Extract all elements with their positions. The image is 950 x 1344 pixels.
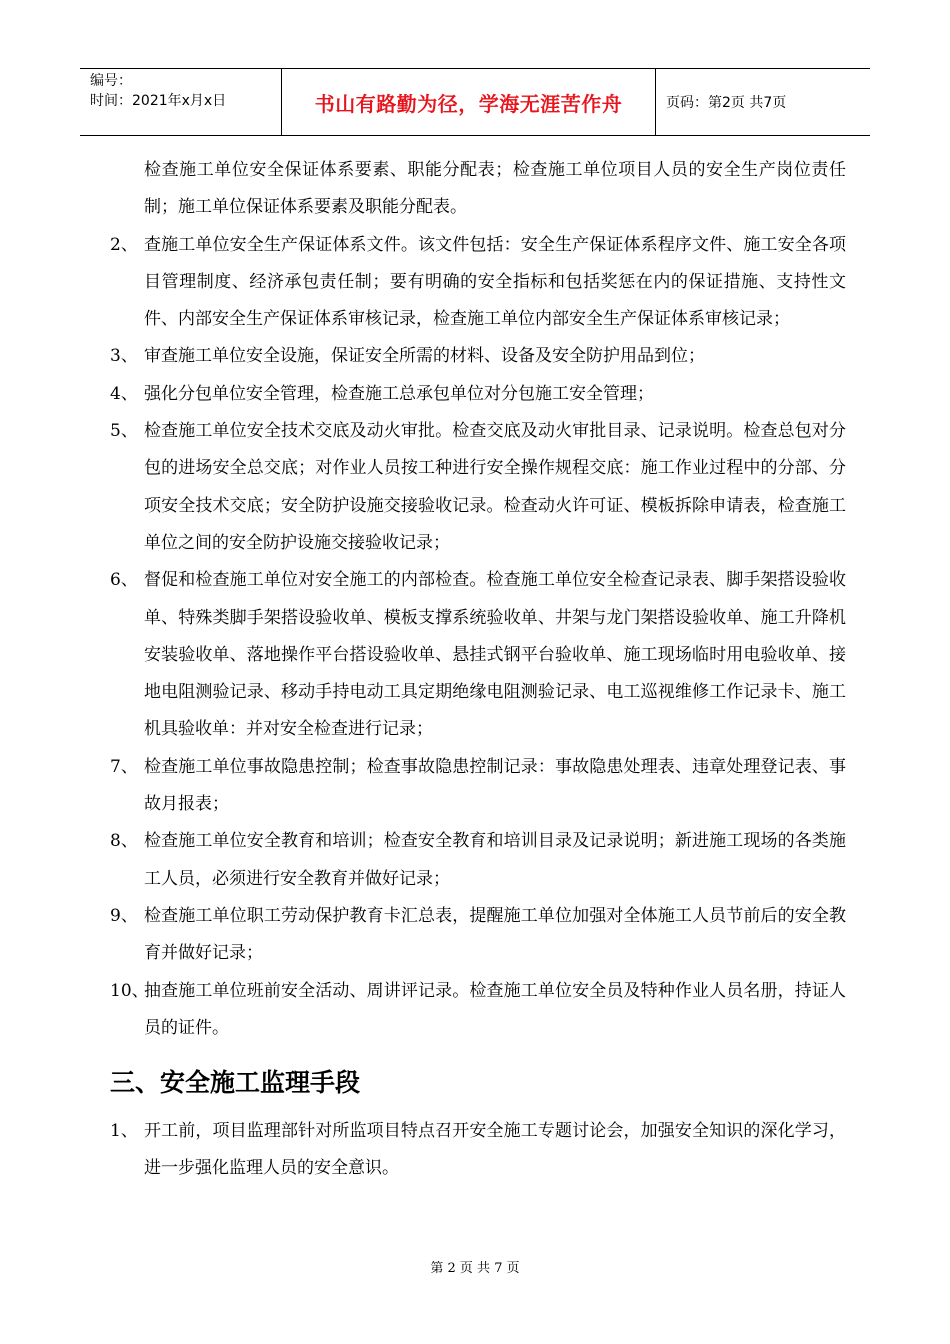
list-item [110, 973, 846, 1048]
list-item-number: 10、 [110, 980, 149, 1001]
list-item [110, 338, 846, 375]
list-item [110, 227, 846, 339]
list-item-text: 检查施工单位事故隐患控制；检查事故隐患控制记录：事故隐患处理表、违章处理登记表、事故月报表； [144, 756, 846, 815]
list-item-number: 4、 [110, 383, 138, 404]
document-number-label: 编号： [90, 73, 132, 89]
list-item-number: 9、 [110, 905, 138, 926]
list-item-text: 检查施工单位职工劳动保护教育卡汇总表，提醒施工单位加强对全体施工人员节前后的安全教育并做好记录； [144, 905, 846, 964]
list-item-text: 开工前，项目监理部针对所监项目特点召开安全施工专题讨论会，加强安全知识的深化学习，进一步强化监理人员的安全意识。 [144, 1121, 846, 1179]
list-item-number: 2、 [110, 234, 138, 255]
list-item-number: 1、 [110, 1121, 138, 1142]
header-page-info: 页码：第2页 共7页 [666, 95, 787, 111]
list-item [110, 413, 846, 562]
list-item-text: 检查施工单位安全教育和培训；检查安全教育和培训目录及记录说明；新进施工现场的各类施工人员，必须进行安全教育并做好记录； [144, 831, 846, 889]
document-body [110, 152, 846, 1188]
list-item [110, 823, 846, 898]
list-item-text: 强化分包单位安全管理，检查施工总承包单位对分包施工安全管理； [144, 383, 654, 404]
list-item [110, 1113, 846, 1188]
list-item-text: 查施工单位安全生产保证体系文件。该文件包括：安全生产保证体系程序文件、施工安全各项目管理制度、经济承包责任制；要有明确的安全指标和包括奖惩在内的保证措施、支持性文件、内部安全生产保证体系审核记录，检查施工单位内部安全生产保证体系审核记录； [144, 234, 846, 330]
list-item [110, 898, 846, 973]
list-item-number: 7、 [110, 756, 138, 777]
list-item [110, 562, 846, 748]
list-item-number: 6、 [110, 570, 138, 591]
document-date-label: 时间：2021年x月x日 [90, 93, 227, 109]
header-meta [80, 69, 282, 135]
list-item-text: 抽查施工单位班前安全活动、周讲评记录。检查施工单位安全员及特种作业人员名册，持证人员的证件。 [144, 980, 846, 1038]
list-item [110, 376, 846, 413]
list-item [110, 749, 846, 824]
list-item-continuation: 检查施工单位安全保证体系要素、职能分配表；检查施工单位项目人员的安全生产岗位责任制；施工单位保证体系要素及职能分配表。 [144, 160, 846, 218]
page-header [80, 68, 870, 136]
list-item-text: 审查施工单位安全设施，保证安全所需的材料、设备及安全防护用品到位； [144, 346, 705, 367]
section-heading: 三、安全施工监理手段 [110, 1068, 361, 1098]
header-motto: 书山有路勤为径，学海无涯苦作舟 [282, 69, 656, 135]
list-item-text: 检查施工单位安全技术交底及动火审批。检查交底及动火审批目录、记录说明。检查总包对分包的进场安全总交底；对作业人员按工种进行安全操作规程交底：施工作业过程中的分部、分项安全技术交底；安全防护设施交接验收记录。检查动火许可证、模板拆除申请表，检查施工单位之间的安全防护设施交接验收记录； [144, 421, 846, 553]
list-item-number: 8、 [110, 831, 138, 852]
list-item-number: 3、 [110, 346, 138, 367]
list-item-text: 督促和检查施工单位对安全施工的内部检查。检查施工单位安全检查记录表、脚手架搭设验收单、特殊类脚手架搭设验收单、模板支撑系统验收单、井架与龙门架搭设验收单、施工升降机安装验收单、落地操作平台搭设验收单、悬挂式钢平台验收单、施工现场临时用电验收单、接地电阻测验记录、移动手持电动工具定期绝缘电阻测验记录、电工巡视维修工作记录卡、施工机具验收单：并对安全检查进行记录； [144, 570, 846, 740]
page-footer: 第 2 页 共 7 页 [430, 1261, 520, 1276]
list-item-number: 5、 [110, 421, 138, 442]
